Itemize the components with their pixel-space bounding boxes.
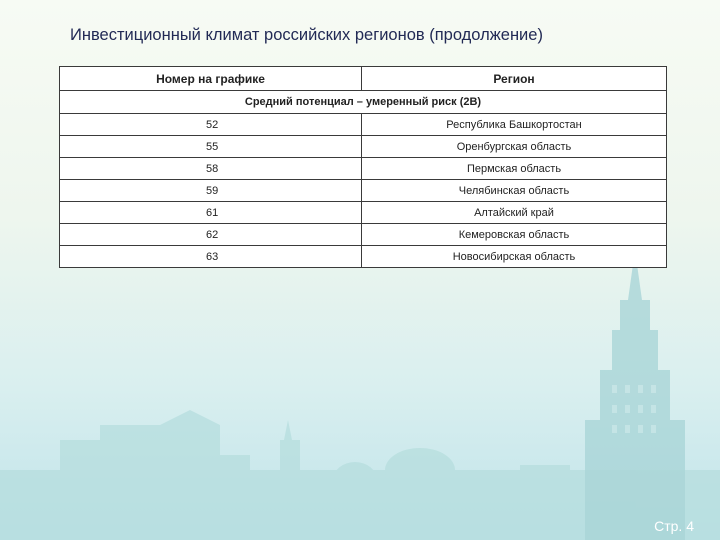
row-number: 63 [60, 246, 362, 268]
table-row [60, 202, 667, 224]
row-number: 59 [60, 180, 362, 202]
row-region: Пермская область [362, 158, 667, 180]
row-number: 55 [60, 136, 362, 158]
row-region: Республика Башкортостан [362, 114, 667, 136]
table-row [60, 114, 667, 136]
header-region: Регион [362, 67, 667, 91]
row-region: Алтайский край [362, 202, 667, 224]
row-number: 62 [60, 224, 362, 246]
table-row [60, 136, 667, 158]
row-region: Новосибирская область [362, 246, 667, 268]
row-number: 52 [60, 114, 362, 136]
table-row [60, 158, 667, 180]
row-number: 58 [60, 158, 362, 180]
header-number: Номер на графике [60, 67, 362, 91]
table-row [60, 224, 667, 246]
regions-table [59, 66, 667, 268]
page-title: Инвестиционный климат российских регионов (продолжение) [70, 26, 543, 44]
row-region: Челябинская область [362, 180, 667, 202]
page-number: Стр. 4 [654, 518, 694, 534]
table-row [60, 180, 667, 202]
row-region: Кемеровская область [362, 224, 667, 246]
table-row [60, 246, 667, 268]
table-header-row [60, 67, 667, 91]
row-region: Оренбургская область [362, 136, 667, 158]
section-row [60, 91, 667, 114]
row-number: 61 [60, 202, 362, 224]
section-label: Средний потенциал – умеренный риск (2В) [60, 91, 667, 114]
